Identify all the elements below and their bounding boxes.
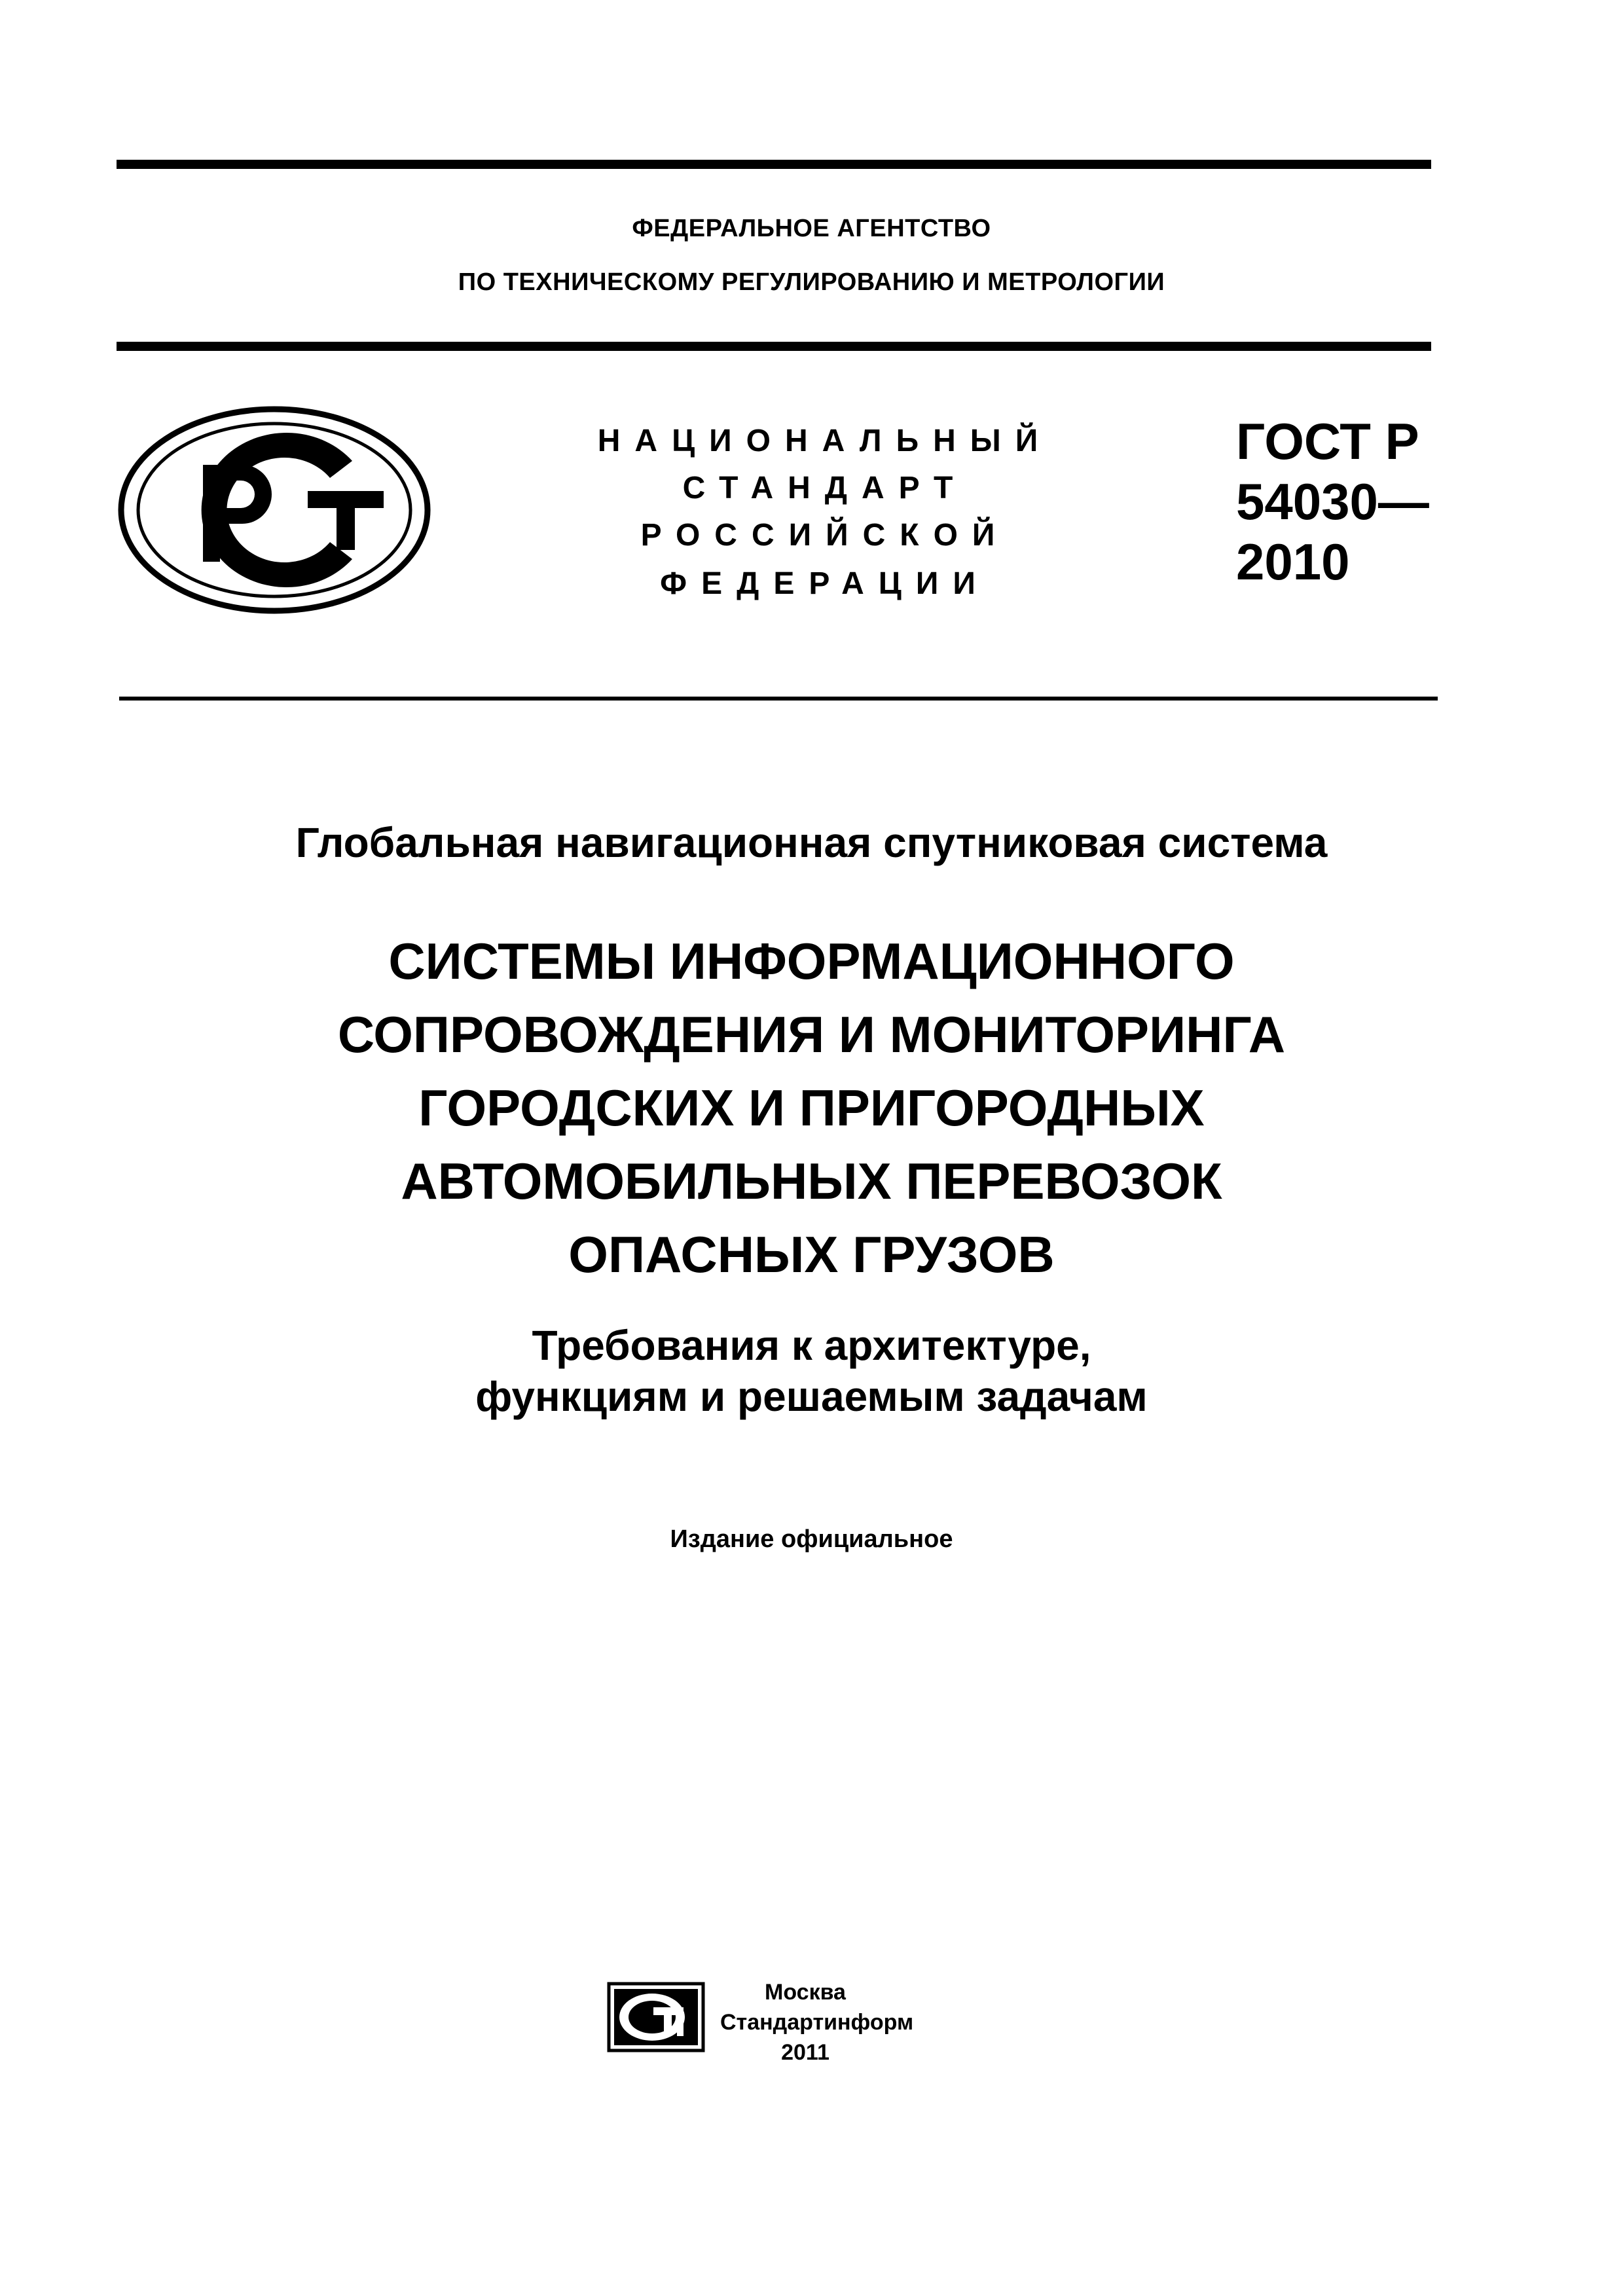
publisher-city: Москва — [765, 1980, 846, 2005]
agency-line-1: ФЕДЕРАЛЬНОЕ АГЕНТСТВО — [632, 215, 991, 242]
subtitle-line-2: функциям и решаемым задачам — [475, 1373, 1148, 1420]
standard-designation — [1236, 411, 1429, 592]
designation-line-3: 2010 — [1236, 533, 1350, 591]
section-rule — [119, 697, 1438, 701]
agency-line-2: ПО ТЕХНИЧЕСКОМУ РЕГУЛИРОВАНИЮ И МЕТРОЛОГИИ — [458, 268, 1165, 296]
main-title-line-4: АВТОМОБИЛЬНЫХ ПЕРЕВОЗОК — [401, 1152, 1222, 1210]
header-rule — [117, 342, 1431, 351]
rst-conformity-mark-icon — [117, 405, 432, 615]
main-title-line-5: ОПАСНЫХ ГРУЗОВ — [568, 1226, 1055, 1283]
main-title — [0, 924, 1623, 1291]
standartinform-logo-icon — [606, 1981, 706, 2053]
series-title: Глобальная навигационная спутниковая система — [295, 819, 1328, 866]
standard-label-line-2: СТАНДАРТ — [682, 471, 968, 505]
standard-label-line-4: ФЕДЕРАЦИИ — [660, 566, 990, 601]
publisher-name: Стандартинформ — [720, 2010, 914, 2035]
publisher-block — [720, 1977, 914, 2068]
designation-line-1: ГОСТ Р — [1236, 412, 1419, 470]
designation-line-2: 54030— — [1236, 473, 1429, 530]
main-title-line-2: СОПРОВОЖДЕНИЯ И МОНИТОРИНГА — [337, 1006, 1286, 1063]
standard-label-line-1: НАЦИОНАЛЬНЫЙ — [597, 424, 1053, 458]
publisher-year: 2011 — [781, 2040, 830, 2065]
standard-label-line-3: РОССИЙСКОЙ — [640, 518, 1010, 553]
subtitle — [0, 1320, 1623, 1422]
edition-note: Издание официальное — [670, 1525, 953, 1553]
main-title-line-3: ГОРОДСКИХ И ПРИГОРОДНЫХ — [418, 1079, 1205, 1137]
top-rule — [117, 160, 1431, 169]
subtitle-line-1: Требования к архитектуре, — [532, 1322, 1091, 1369]
main-title-line-1: СИСТЕМЫ ИНФОРМАЦИОННОГО — [388, 932, 1235, 990]
